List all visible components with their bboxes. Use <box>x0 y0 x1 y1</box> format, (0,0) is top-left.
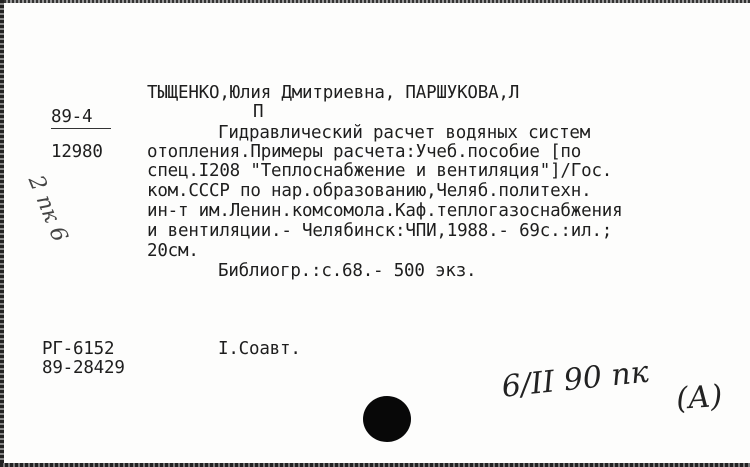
shelf-code: 89-4 <box>51 107 93 127</box>
body-line: 20см. <box>147 241 199 261</box>
card-bottom-edge <box>0 463 750 467</box>
handwritten-left-note: 2 пк 6 <box>22 172 72 246</box>
body-line: и вентиляции.- Челябинск:ЧПИ,1988.- 69с.:ил.; <box>147 221 613 241</box>
body-line: спец.I208 "Теплоснабжение и вентиляция"]/Гос. <box>147 161 613 181</box>
bibliography-note: Библиогр.:с.68.- 500 экз. <box>218 261 477 281</box>
handwritten-date-note: 6/II 90 пк <box>500 354 651 405</box>
body-line: ком.СССР по нар.образованию,Челяб.политехн. <box>147 181 592 201</box>
body-line: ин-т им.Ленин.комсомола.Каф.теплогазоснабжения <box>147 201 623 221</box>
catalog-code: 89-28429 <box>42 358 125 378</box>
tracing-note: I.Соавт. <box>218 339 301 359</box>
card-top-edge <box>0 0 750 3</box>
shelf-code-underline <box>51 128 111 129</box>
body-line: Гидравлический расчет водяных систем <box>218 123 591 143</box>
handwritten-bracket-note: (А) <box>675 378 724 417</box>
body-line: отопления.Примеры расчета:Учеб.пособие [по <box>147 142 582 162</box>
punch-hole <box>363 396 411 442</box>
catalog-code: РГ-6152 <box>42 339 115 359</box>
author-heading: ТЫЩЕНКО,Юлия Дмитриевна, ПАРШУКОВА,Л <box>147 83 520 103</box>
card-left-edge <box>0 0 4 467</box>
card-number: 12980 <box>51 142 103 162</box>
title-initial: П <box>253 102 264 122</box>
